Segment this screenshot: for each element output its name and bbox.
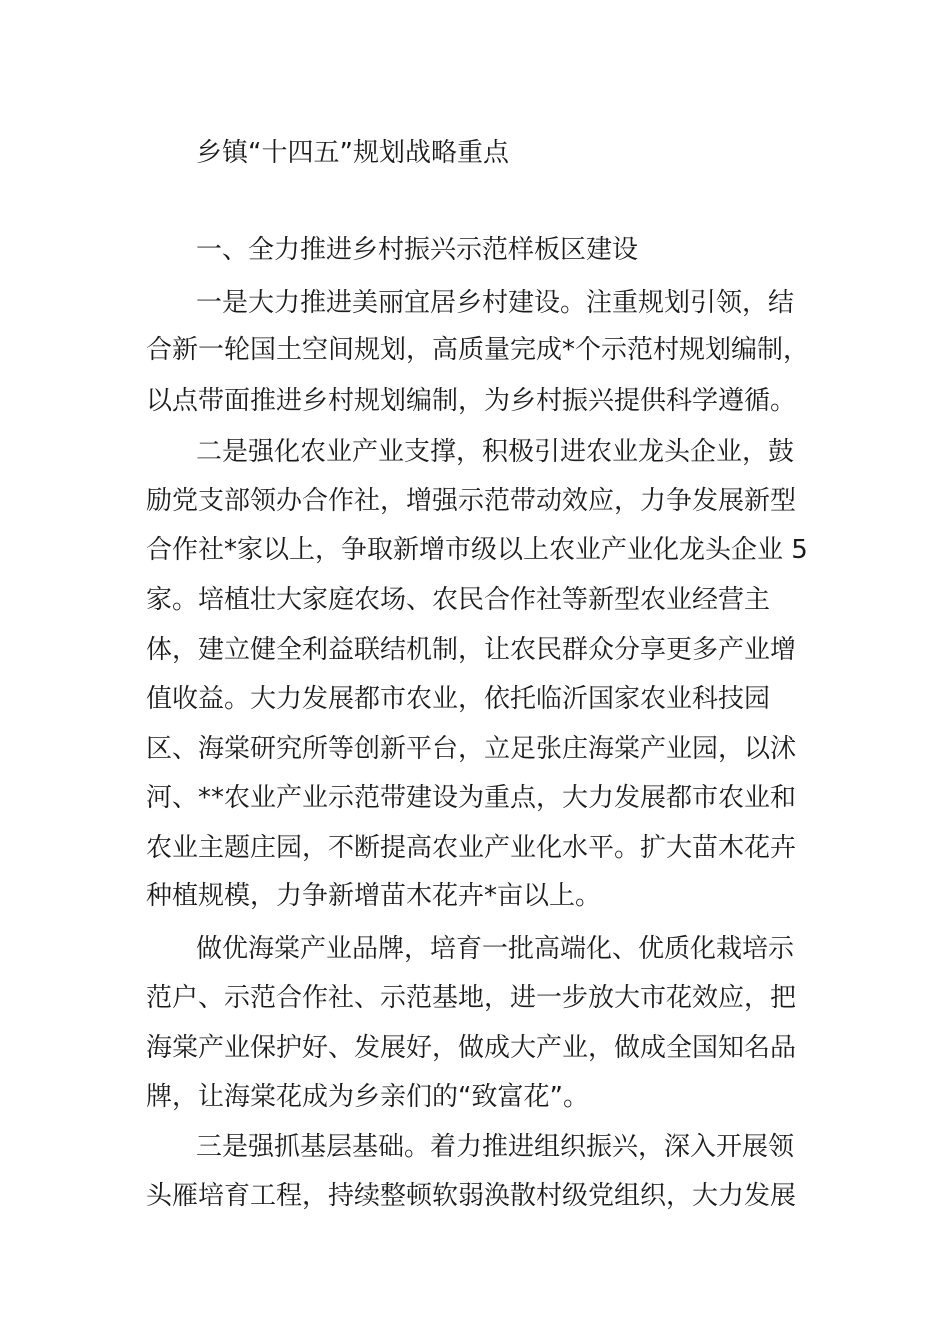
paragraph-line: 合新一轮国土空间规划，高质量完成*个示范村规划编制， [146, 335, 810, 365]
paragraph-line: 牌，让海棠花成为乡亲们的“致富花”。 [146, 1082, 589, 1112]
document-title: 乡镇“十四五”规划战略重点 [196, 138, 509, 168]
paragraph-line: 种植规模，力争新增苗木花卉*亩以上。 [146, 881, 602, 911]
paragraph-line: 农业主题庄园，不断提高农业产业化水平。扩大苗木花卉 [146, 833, 797, 863]
paragraph-line: 海棠产业保护好、发展好，做成大产业，做成全国知名品 [146, 1033, 797, 1063]
paragraph-line: 值收益。大力发展都市农业，依托临沂国家农业科技园 [146, 684, 771, 714]
paragraph-line: 二是强化农业产业支撑，积极引进农业龙头企业，鼓 [196, 437, 795, 467]
paragraph-line: 做优海棠产业品牌，培育一批高端化、优质化栽培示 [196, 934, 795, 964]
paragraph-line: 区、海棠研究所等创新平台，立足张庄海棠产业园，以沭 [146, 734, 797, 764]
paragraph-line: 三是强抓基层基础。着力推进组织振兴，深入开展领 [196, 1132, 795, 1162]
paragraph-line: 河、**农业产业示范带建设为重点，大力发展都市农业和 [146, 783, 797, 813]
paragraph-line: 体，建立健全利益联结机制，让农民群众分享更多产业增 [146, 635, 797, 665]
paragraph-line: 合作社*家以上，争取新增市级以上农业产业化龙头企业 5 [146, 535, 808, 565]
paragraph-line: 励党支部领办合作社，增强示范带动效应，力争发展新型 [146, 486, 797, 516]
paragraph-line: 家。培植壮大家庭农场、农民合作社等新型农业经营主 [146, 585, 771, 615]
paragraph-line: 范户、示范合作社、示范基地，进一步放大市花效应，把 [146, 983, 797, 1013]
paragraph-line: 头雁培育工程，持续整顿软弱涣散村级党组织，大力发展 [146, 1181, 797, 1211]
paragraph-line: 以点带面推进乡村规划编制，为乡村振兴提供科学遵循。 [146, 386, 797, 416]
paragraph-line: 一是大力推进美丽宜居乡村建设。注重规划引领，结 [196, 288, 795, 318]
section-heading: 一、全力推进乡村振兴示范样板区建设 [196, 235, 639, 265]
